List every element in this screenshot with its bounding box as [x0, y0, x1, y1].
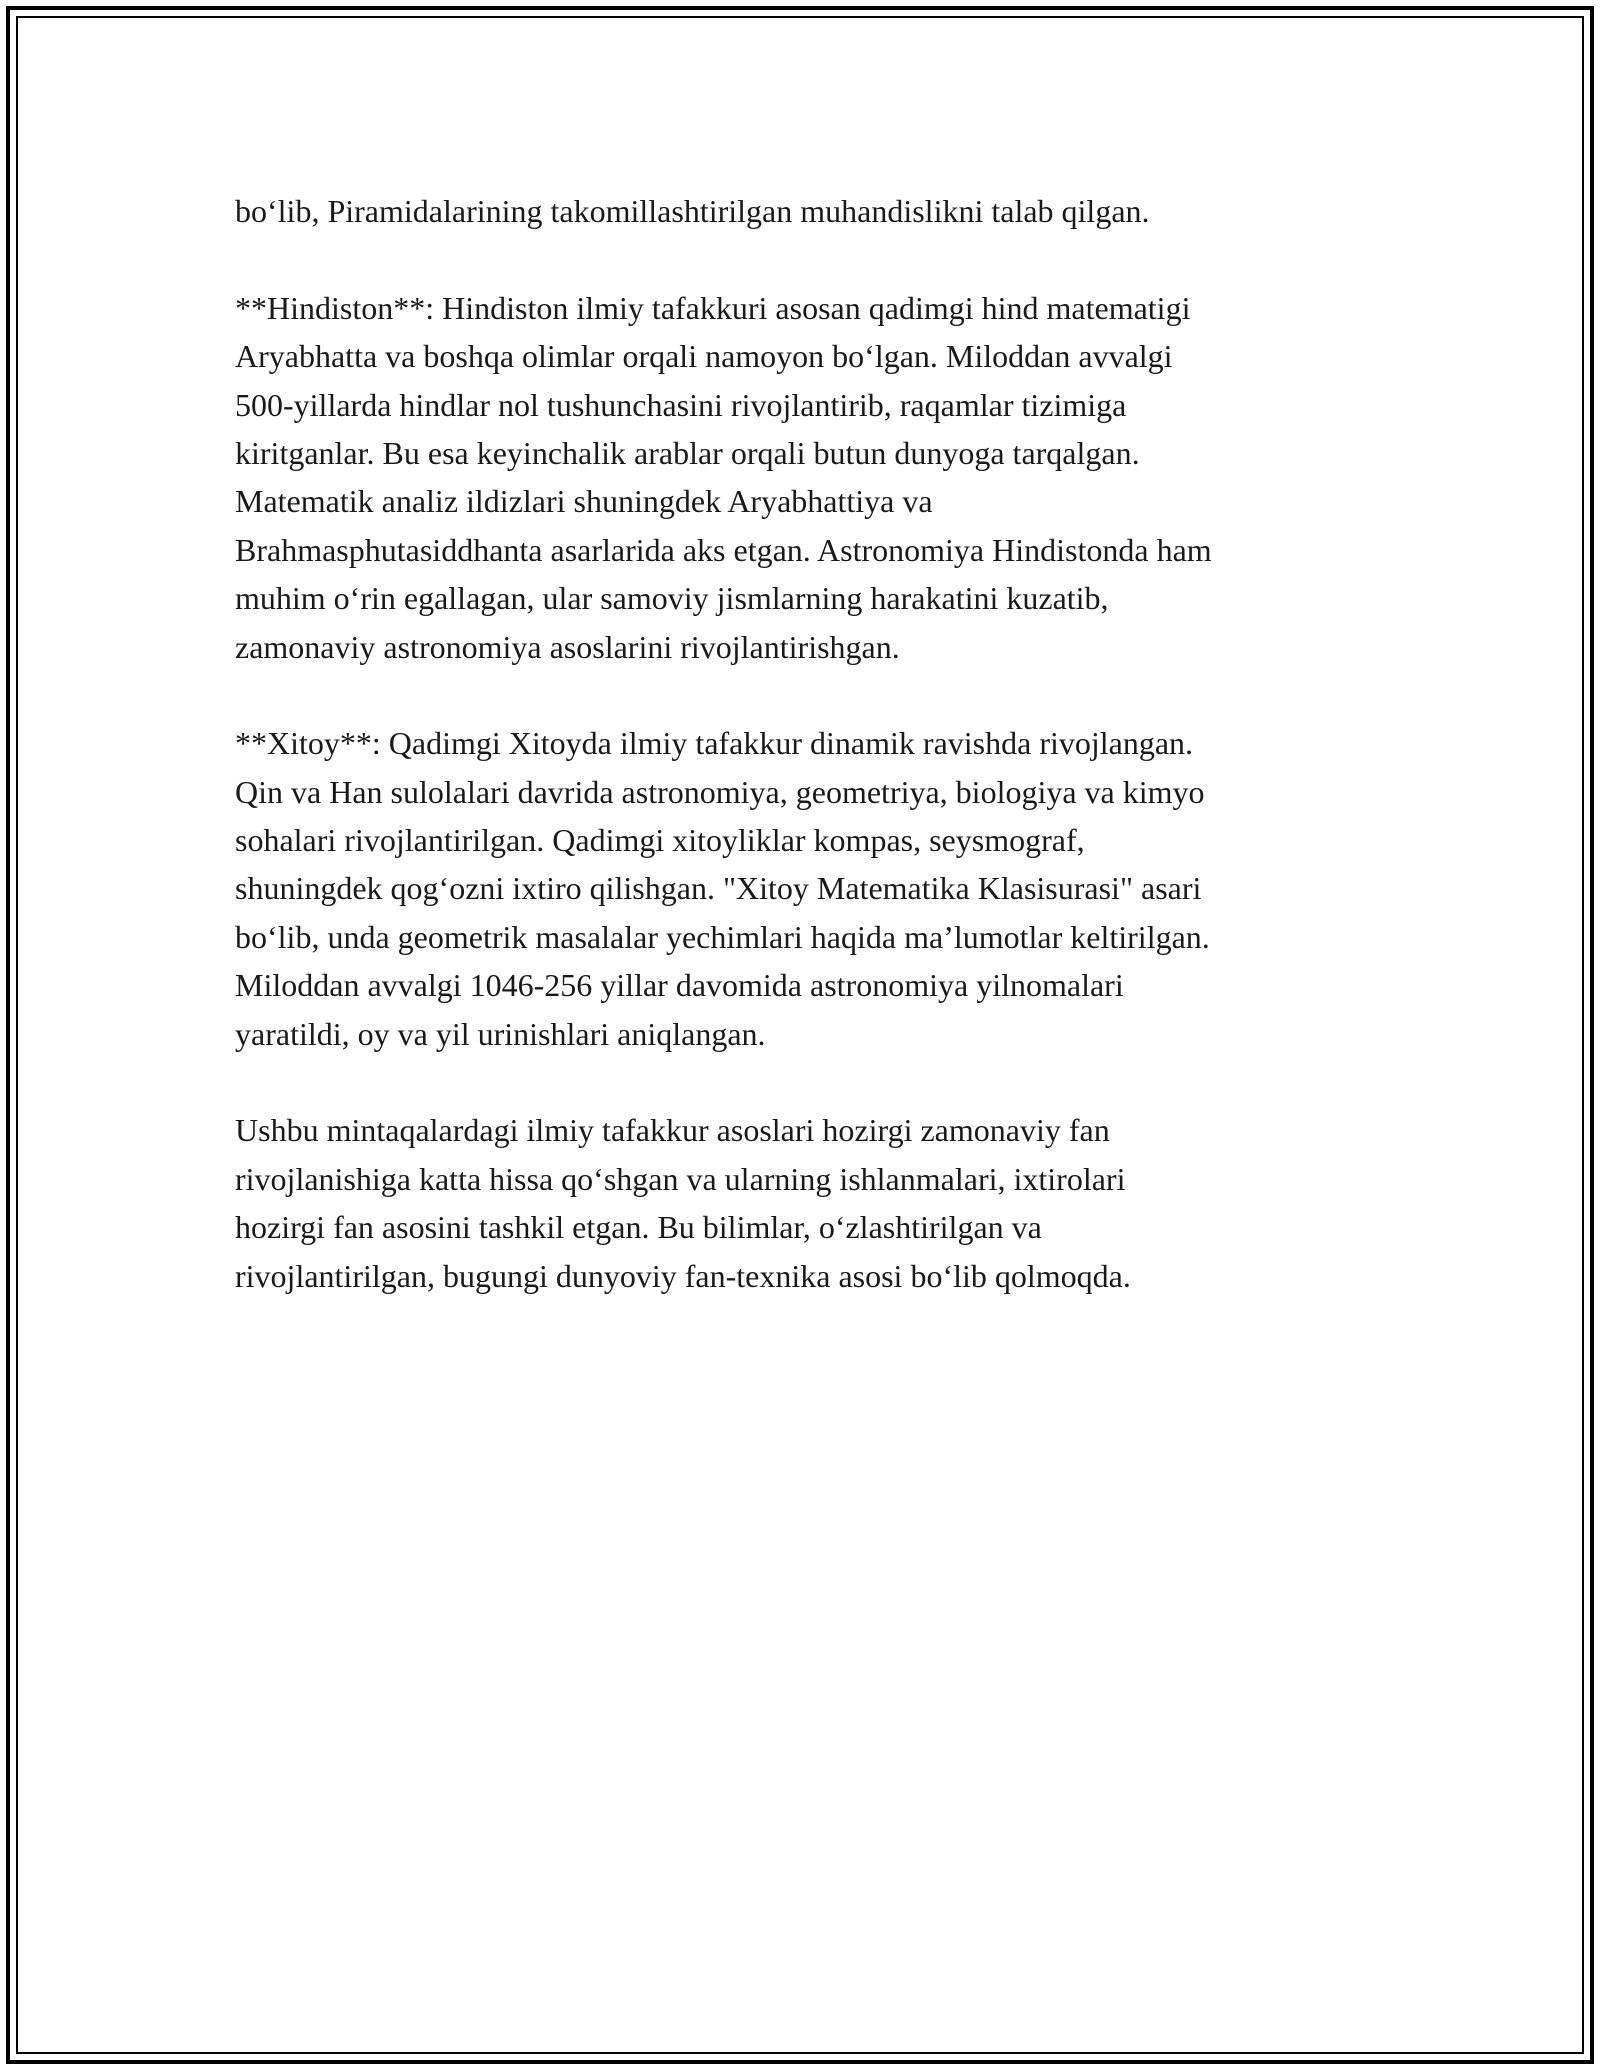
text-line: 500-yillarda hindlar nol tushunchasini rivojlantirib, raqamlar tizimiga	[235, 386, 1127, 423]
text-line: muhim o‘rin egallagan, ular samoviy jismlarning harakatini kuzatib,	[235, 580, 1109, 617]
text-line: rivojlanishiga katta hissa qo‘shgan va ularning ishlanmalari, ixtirolari	[235, 1160, 1126, 1197]
text-line: shuningdek qog‘ozni ixtiro qilishgan. "Xitoy Matematika Klasisurasi" asari	[235, 870, 1202, 907]
text-line: rivojlantirilgan, bugungi dunyoviy fan-texnika asosi bo‘lib qolmoqda.	[235, 1257, 1131, 1294]
text-line: Miloddan avvalgi 1046-256 yillar davomida astronomiya yilnomalari	[235, 967, 1124, 1004]
text-line: **Xitoy**: Qadimgi Xitoyda ilmiy tafakkur dinamik ravishda rivojlangan.	[235, 725, 1194, 762]
text-line: bo‘lib, unda geometrik masalalar yechimlari haqida ma’lumotlar keltirilgan.	[235, 918, 1210, 955]
document-body	[235, 187, 1365, 1300]
text-line: Aryabhatta va boshqa olimlar orqali namoyon bo‘lgan. Miloddan avvalgi	[235, 338, 1173, 375]
text-line: Matematik analiz ildizlari shuningdek Aryabhattiya va	[235, 483, 933, 520]
text-line: **Hindiston**: Hindiston ilmiy tafakkuri asosan qadimgi hind matematigi	[235, 289, 1191, 326]
text-line: bo‘lib, Piramidalarining takomillashtirilgan muhandislikni talab qilgan.	[235, 193, 1150, 229]
text-line: Ushbu mintaqalardagi ilmiy tafakkur asoslari hozirgi zamonaviy fan	[235, 1112, 1110, 1149]
text-line: Qin va Han sulolalari davrida astronomiya, geometriya, biologiya va kimyo	[235, 773, 1205, 810]
text-line: yaratildi, oy va yil urinishlari aniqlangan.	[235, 1015, 766, 1052]
text-line: sohalari rivojlantirilgan. Qadimgi xitoyliklar kompas, seysmograf,	[235, 822, 1085, 859]
paragraph-india	[235, 284, 1365, 671]
paragraph-egypt-continuation	[235, 187, 1365, 235]
text-line: kiritganlar. Bu esa keyinchalik arablar orqali butun dunyoga tarqalgan.	[235, 434, 1140, 471]
text-line: Brahmasphutasiddhanta asarlarida aks etgan. Astronomiya Hindistonda ham	[235, 531, 1212, 568]
paragraph-china	[235, 719, 1365, 1058]
text-line: zamonaviy astronomiya asoslarini rivojlantirishgan.	[235, 628, 900, 665]
text-line: hozirgi fan asosini tashkil etgan. Bu bilimlar, o‘zlashtirilgan va	[235, 1209, 1042, 1246]
paragraph-conclusion	[235, 1106, 1365, 1300]
